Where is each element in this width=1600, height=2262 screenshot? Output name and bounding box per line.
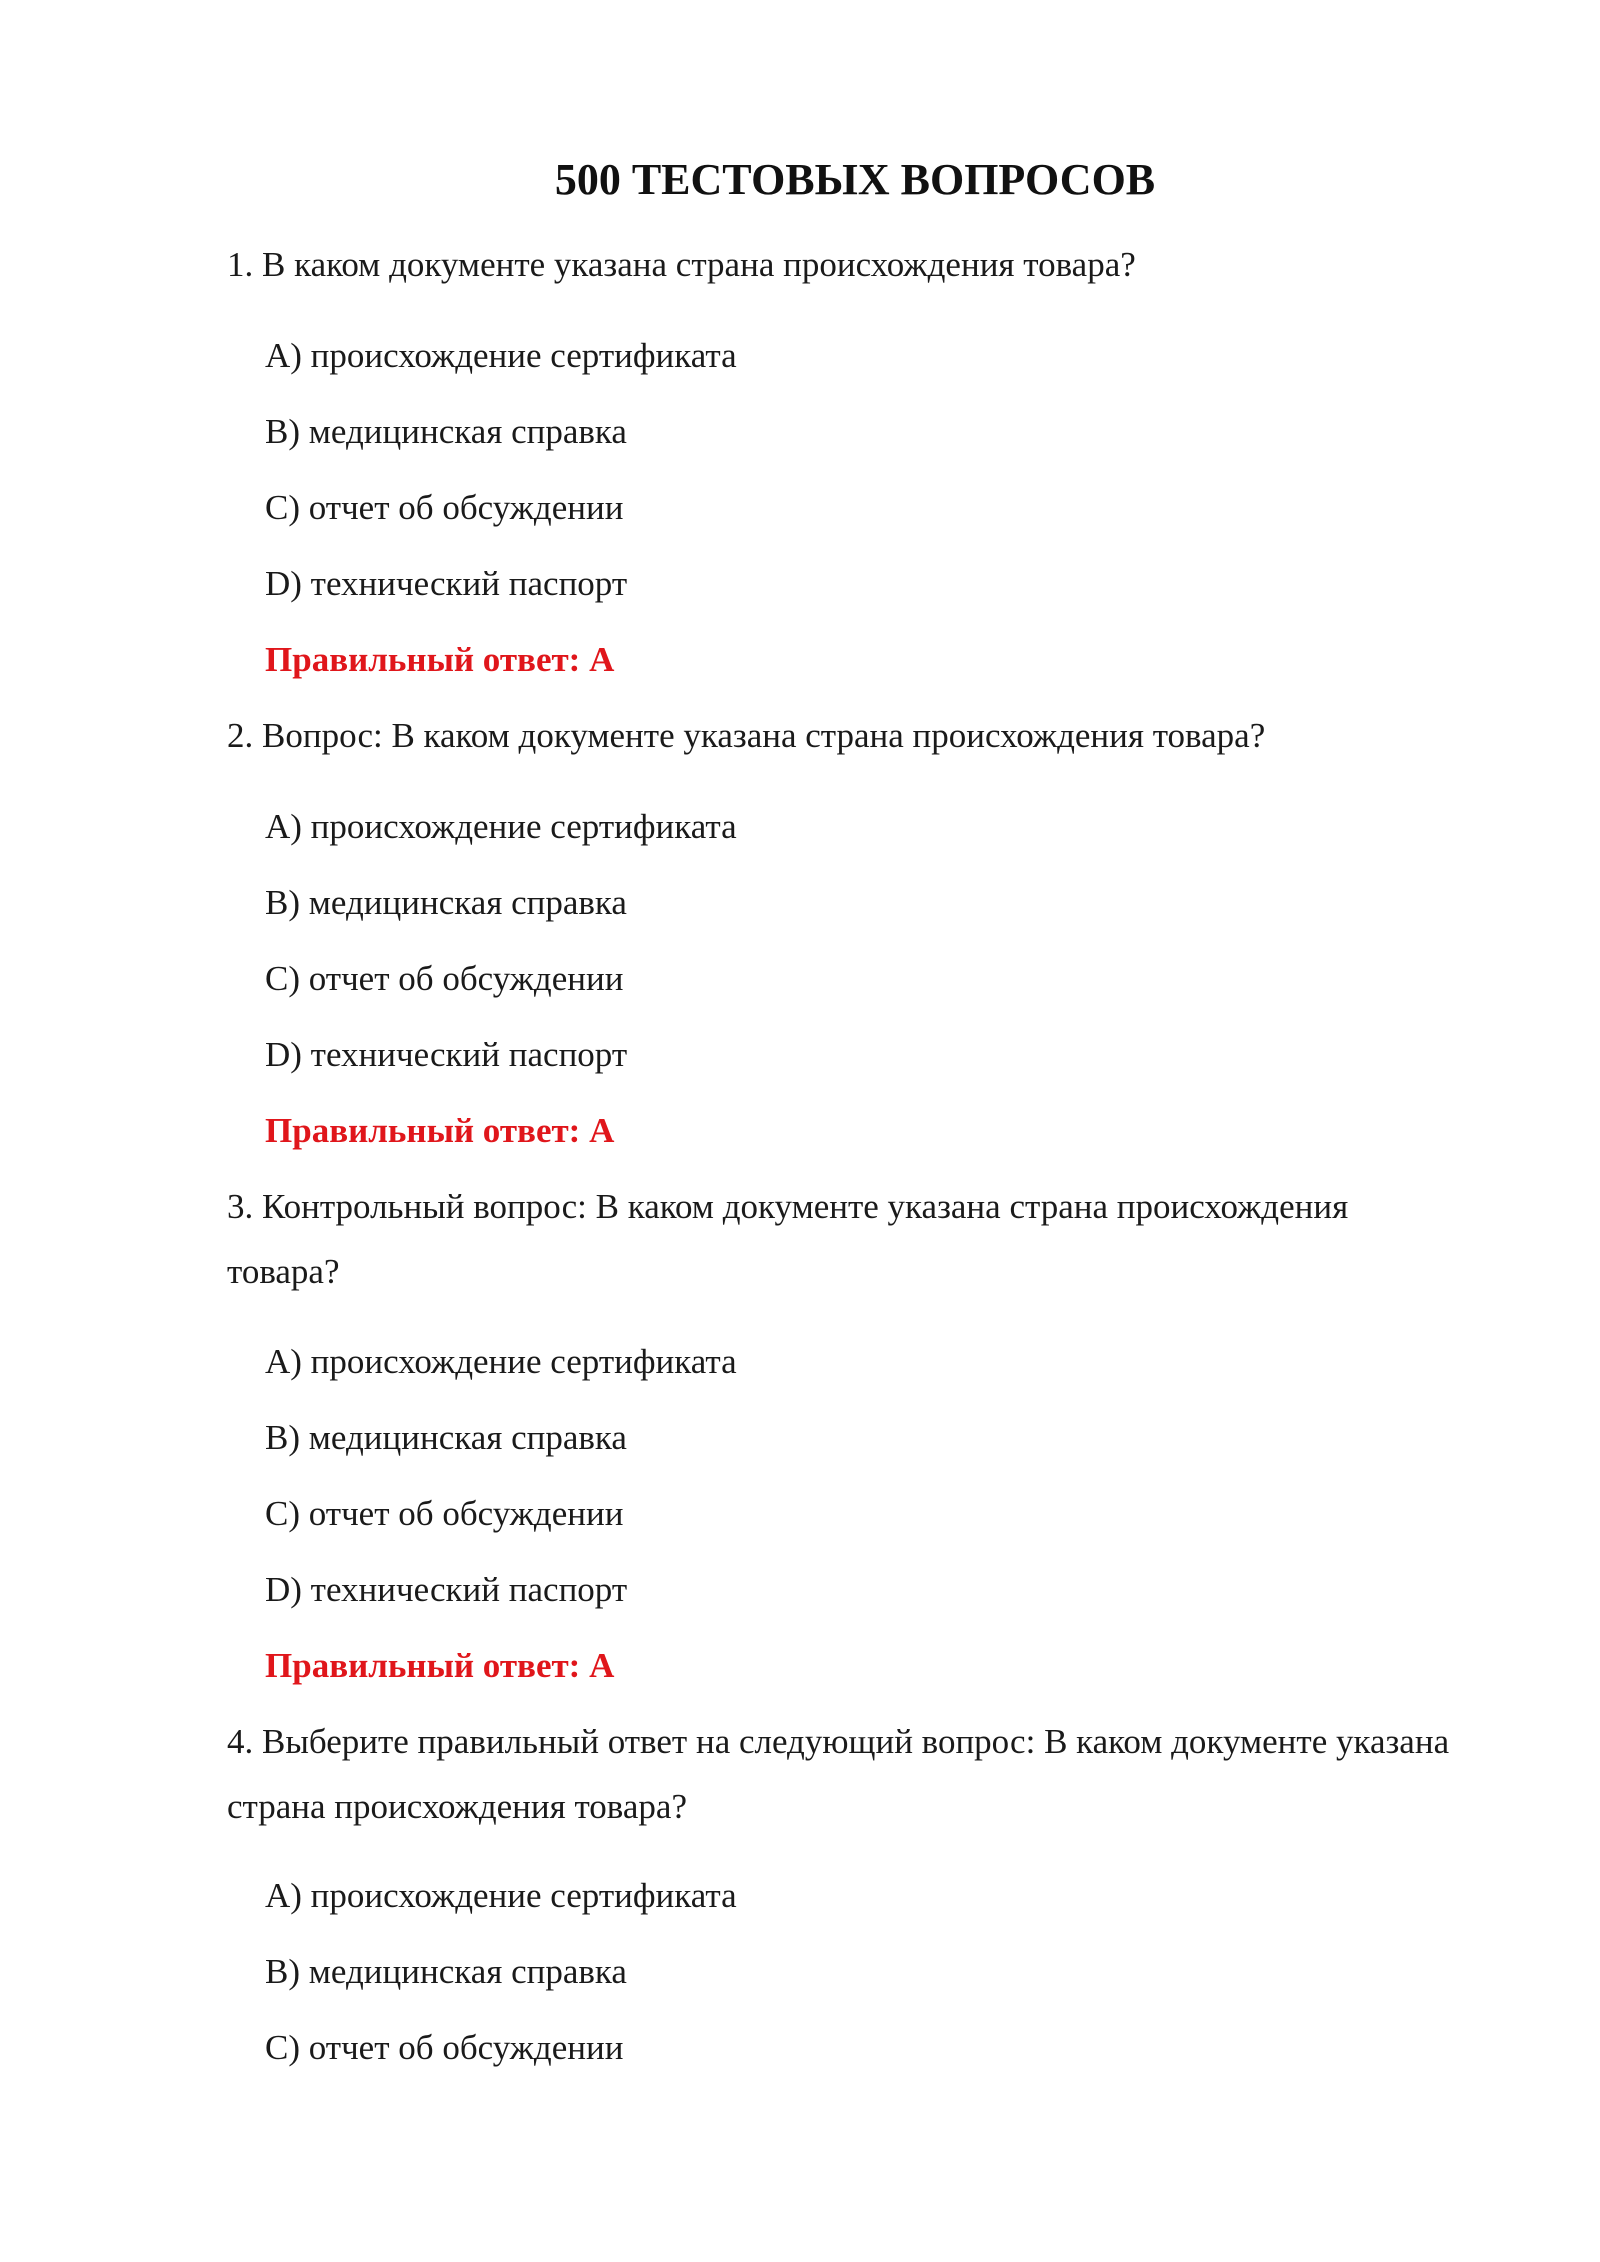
question-2-text: 2. Вопрос: В каком документе указана страна происхождения товара? <box>227 716 1266 755</box>
question-2-option-c: C) отчет об обсуждении <box>265 959 624 998</box>
question-4-option-c: C) отчет об обсуждении <box>265 2028 624 2067</box>
question-3-option-c: C) отчет об обсуждении <box>265 1494 624 1533</box>
question-2-option-d: D) технический паспорт <box>265 1035 628 1074</box>
question-1-option-b: B) медицинская справка <box>265 412 627 451</box>
question-1-option-d: D) технический паспорт <box>265 564 628 603</box>
question-3-option-d: D) технический паспорт <box>265 1570 628 1609</box>
question-2-option-b: B) медицинская справка <box>265 883 627 922</box>
question-4-option-a: A) происхождение сертификата <box>265 1876 737 1915</box>
question-3-text: 3. Контрольный вопрос: В каком документе указана страна происхождения товара? <box>227 1187 1349 1291</box>
question-4-text: 4. Выберите правильный ответ на следующий вопрос: В каком документе указана страна происхождения товара? <box>227 1722 1450 1826</box>
question-1-text: 1. В каком документе указана страна происхождения товара? <box>227 245 1136 284</box>
question-2-answer: Правильный ответ: A <box>265 1111 615 1150</box>
question-2-option-a: A) происхождение сертификата <box>265 807 737 846</box>
question-1-answer: Правильный ответ: A <box>265 640 615 679</box>
question-1-option-c: C) отчет об обсуждении <box>265 488 624 527</box>
question-3-option-a: A) происхождение сертификата <box>265 1342 737 1381</box>
question-3-option-b: B) медицинская справка <box>265 1418 627 1457</box>
page-title: 500 ТЕСТОВЫХ ВОПРОСОВ <box>554 155 1156 204</box>
question-4-option-b: B) медицинская справка <box>265 1952 627 1991</box>
question-1-option-a: A) происхождение сертификата <box>265 336 737 375</box>
question-3-answer: Правильный ответ: A <box>265 1646 615 1685</box>
